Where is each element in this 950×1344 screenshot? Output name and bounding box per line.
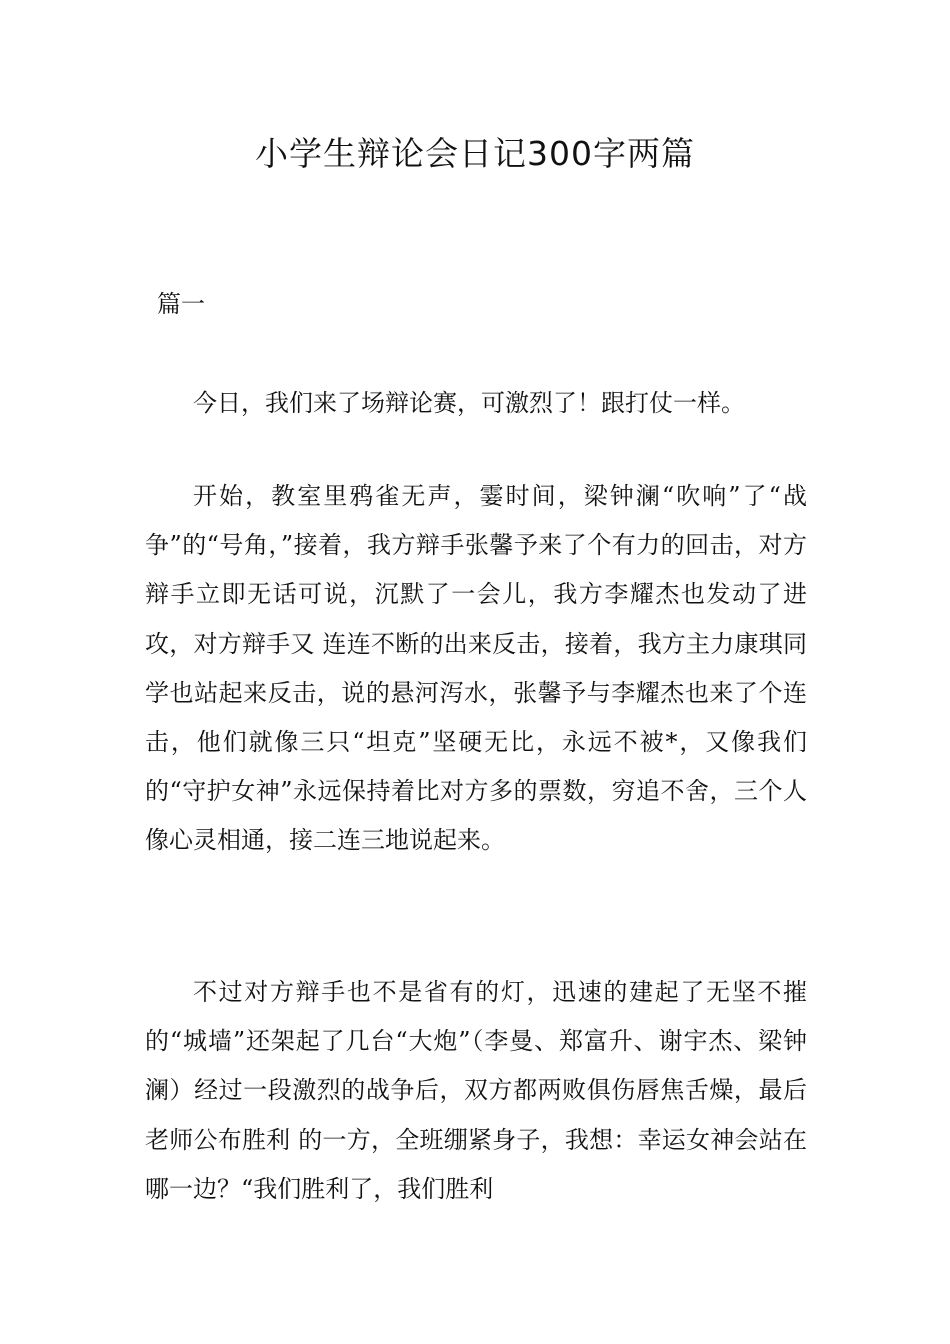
paragraph-3: 不过对方辩手也不是省有的灯，迅速的建起了无坚不摧的“城墙”还架起了几台“大炮”（李曼、郑富升、谢宇杰、梁钟澜）经过一段激烈的战争后，双方都两败俱伤唇焦舌燥，最后老师公布胜利 的一方，全班绷紧身子，我想：幸运女神会站在哪一边？“我们胜利了，我们胜利 xyxy=(145,978,807,1203)
paragraph-2: 开始，教室里鸦雀无声，霎时间，梁钟澜“吹响”了“战争”的“号角，”接着，我方辩手张馨予来了个有力的回击，对方辩手立即无话可说，沉默了一会儿，我方李耀杰也发动了进攻，对方辩手又 连连不断的出来反击，接着，我方主力康琪同学也站起来反击，说的悬河泻水，张馨予与李耀杰也来了个连击，他们就像三只“坦克”坚硬无比，永远不被*，又像我们的“守护女神”永远保持着比对方多的票数，穷追不舍，三个人像心灵相通，接二连三地说起来。 xyxy=(145,482,807,855)
section-label: 篇一 xyxy=(157,290,205,318)
paragraph-1: 今日，我们来了场辩论赛，可激烈了！跟打仗一样。 xyxy=(193,389,745,417)
document-title: 小学生辩论会日记300字两篇 xyxy=(255,134,695,173)
